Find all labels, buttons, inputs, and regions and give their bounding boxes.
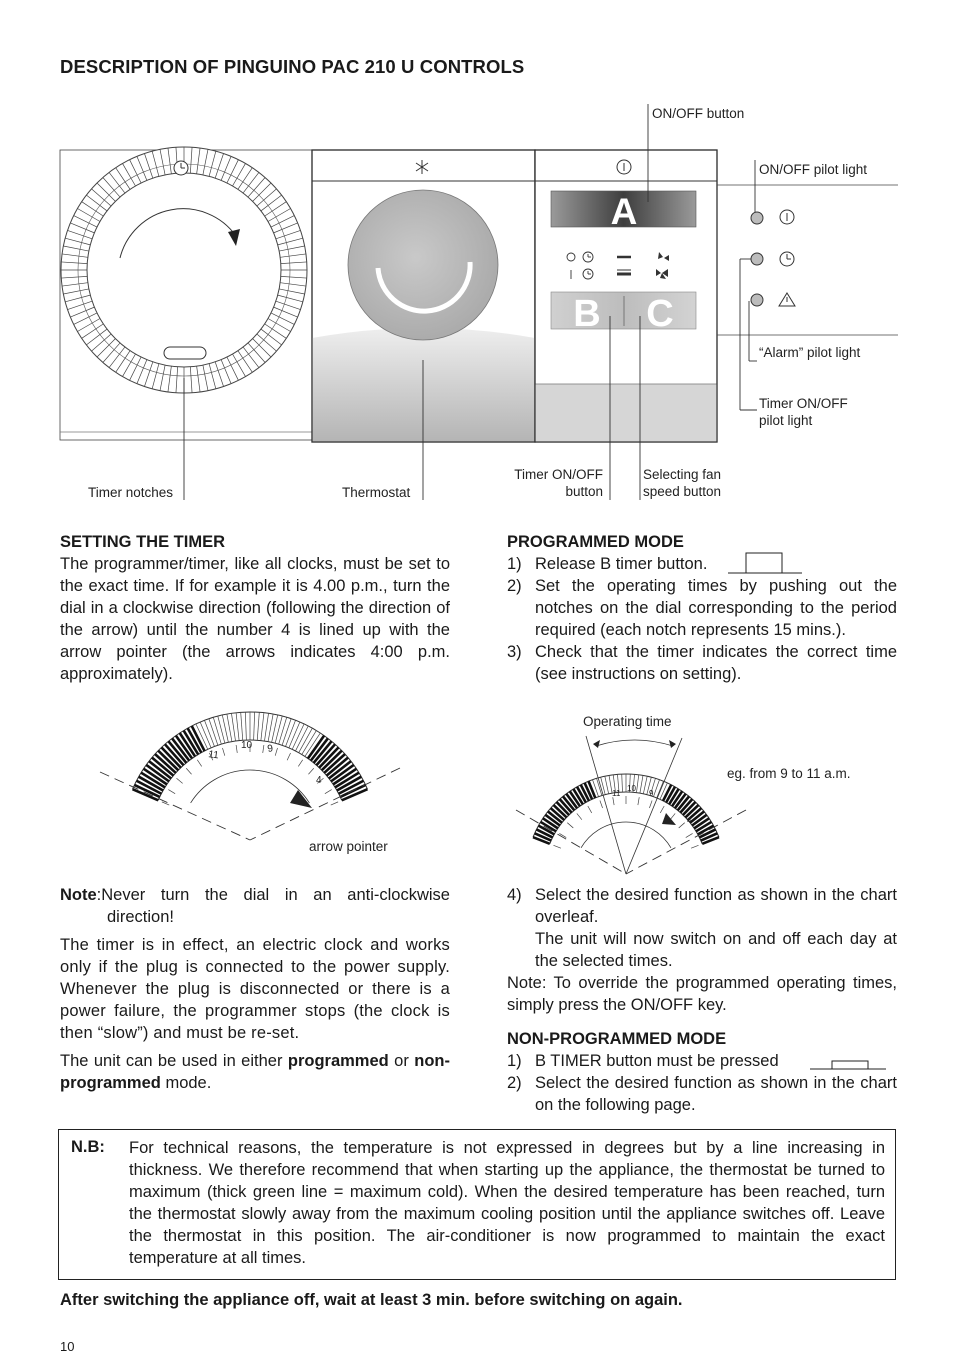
onoff-pilot-light	[751, 212, 763, 224]
example-label: eg. from 9 to 11 a.m.	[727, 766, 851, 781]
note-section	[60, 884, 450, 1094]
pilot-light-panel	[717, 185, 898, 335]
timer-pilot-label: Timer ON/OFF pilot light	[759, 396, 848, 428]
dial-number: 10	[241, 740, 253, 751]
nb-text: For technical reasons, the temperature is not expressed in degrees but by a line increasing in thickness. We therefore recommend that when starting up the appliance, the thermostat be turned to maximum (thick green line = maximum cold). When the desired temperature has been reached, turn the thermostat slowly away from the maximum cooling position until the appliance switches off. Leave the thermostat in this position. The air-conditioner is now programmed to maintain the exact temperature at all times.	[129, 1139, 885, 1267]
list-item: 1) B TIMER button must be pressed	[507, 1052, 779, 1070]
nb-label: N.B:	[71, 1138, 105, 1156]
list-item: 4) Select the desired function as shown in the chart overleaf. The unit will now switch on and off each day at the selected times.	[507, 886, 897, 970]
onoff-pilot-label: ON/OFF pilot light	[759, 162, 868, 177]
non-programmed-mode-section	[507, 1028, 897, 1116]
non-programmed-heading: NON-PROGRAMMED MODE	[507, 1030, 727, 1048]
timer-pilot-light	[751, 253, 763, 265]
modes-paragraph	[60, 1050, 450, 1094]
dial-notches	[100, 712, 400, 840]
arrow-pointer-icon	[290, 790, 312, 808]
alarm-pilot-light	[751, 294, 763, 306]
timer-dial-setting-illustration	[90, 700, 420, 860]
operating-time-label: Operating time	[583, 714, 672, 729]
fan-speed-button-c[interactable]	[646, 293, 673, 335]
note-text: :Never turn the dial in an anti-clockwise direction!	[96, 886, 450, 926]
modes-or: or	[388, 1052, 415, 1070]
thermostat-panel	[312, 150, 535, 442]
button-b-letter: B	[573, 293, 601, 335]
clock-icon	[780, 252, 794, 266]
power-icon	[780, 210, 794, 224]
setting-timer-paragraph: The programmer/timer, like all clocks, must be set to the exact time. If for example it is 4.00 p.m., turn the dial in a clockwise direction (following the direction of the arrow) until the number 4 is lined up with the arrow pointer (the arrows indicates 4:00 p.m. approximately).	[60, 555, 450, 683]
buttons-panel	[535, 150, 717, 442]
clock-icon	[174, 161, 188, 175]
dial-number: 9	[266, 743, 274, 755]
note-label: Note	[60, 886, 97, 904]
timer-panel	[60, 147, 312, 440]
alarm-pilot-label: “Alarm” pilot light	[759, 345, 861, 360]
step4-continuation: The unit will now switch on and off each day at the selected times.	[535, 930, 897, 970]
dial-number: 10	[627, 784, 636, 793]
thermostat-label: Thermostat	[342, 485, 411, 500]
dial-number: 4	[316, 775, 322, 786]
dial-number: 11	[207, 749, 220, 762]
programmed-mode-heading: PROGRAMMED MODE	[507, 533, 684, 551]
power-icon	[617, 160, 631, 174]
list-item: 1) Release B timer button.	[507, 555, 708, 573]
timer-window	[164, 347, 206, 359]
button-c-letter: C	[646, 293, 674, 335]
released-button-icon	[728, 550, 804, 576]
operating-time-dial-illustration	[510, 728, 760, 878]
setting-timer-section	[60, 531, 450, 685]
programmed-mode-section	[507, 531, 897, 685]
control-panel-diagram	[0, 0, 954, 520]
override-note: Note: To override the programmed operating times, simply press the ON/OFF key.	[507, 974, 897, 1014]
modes-suffix: mode.	[160, 1074, 212, 1092]
timer-button-label: Timer ON/OFF button	[514, 467, 603, 499]
modes-prefix: The unit can be used in either	[60, 1052, 288, 1070]
timer-button-b[interactable]	[573, 293, 600, 335]
onoff-button-label: ON/OFF button	[652, 106, 745, 121]
setting-timer-heading: SETTING THE TIMER	[60, 533, 225, 551]
dial-number: 9	[649, 789, 654, 798]
programmed-mode-continued	[507, 884, 897, 1016]
page-title: DESCRIPTION OF PINGUINO PAC 210 U CONTROLS	[60, 56, 525, 77]
dial-number: 11	[612, 789, 621, 798]
warning-triangle-icon	[779, 293, 795, 306]
dial-number: 4	[687, 816, 692, 825]
button-a-letter: A	[610, 191, 638, 232]
thermostat-knob[interactable]	[348, 190, 498, 340]
timer-effect-paragraph: The timer is in effect, an electric clock and works only if the plug is connected to the power supply. Whenever the plug is disconnected or there is a power failure, the programmer stops (the clock is then “slow”) and must be re-set.	[60, 936, 450, 1042]
final-warning: After switching the appliance off, wait at least 3 min. before switching on again.	[60, 1291, 683, 1309]
arrow-icon	[593, 740, 600, 748]
page-number: 10	[60, 1339, 75, 1354]
list-item: 2) Select the desired function as shown in the chart on the following page.	[507, 1074, 897, 1114]
list-item: 3) Check that the timer indicates the correct time (see instructions on setting).	[507, 643, 897, 683]
list-item: 2) Set the operating times by pushing out the notches on the dial corresponding to the period required (each notch represents 15 mins.).	[507, 577, 897, 639]
operating-time-lines	[586, 736, 682, 874]
arrow-pointer-label: arrow pointer	[309, 839, 388, 854]
mode-non-programmed: non-programmed	[60, 1052, 450, 1092]
nb-box	[58, 1129, 896, 1280]
arrow-icon	[669, 740, 676, 748]
timer-notches-label: Timer notches	[88, 485, 174, 500]
pressed-button-icon	[810, 1058, 888, 1072]
fan-button-label: Selecting fan speed button	[643, 467, 722, 499]
mode-programmed: programmed	[287, 1052, 389, 1070]
